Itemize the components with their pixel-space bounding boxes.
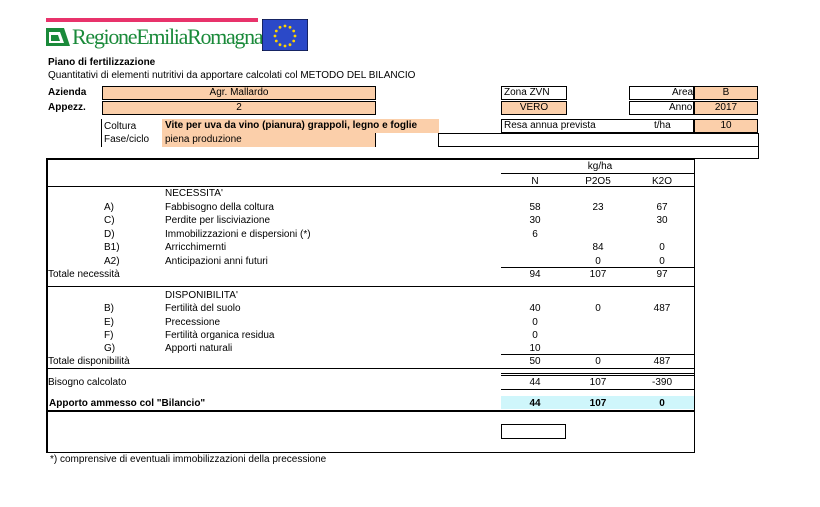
- section-rule: [47, 368, 695, 369]
- zona-label: Zona ZVN: [504, 87, 550, 98]
- row-p2o5: 23: [592, 202, 604, 213]
- totale-disponibilita-rule: [501, 354, 694, 355]
- row-n: 58: [529, 202, 541, 213]
- coltura-left-rule: [101, 119, 102, 147]
- appezz-label: Appezz.: [48, 102, 86, 113]
- section-rule: [47, 286, 695, 287]
- azienda-label: Azienda: [48, 87, 87, 98]
- bisogno-bottom-rule: [501, 389, 694, 390]
- apporto-label: Apporto ammesso col "Bilancio": [49, 398, 206, 409]
- bisogno-p2o5: 107: [589, 377, 607, 388]
- necessita-title: NECESSITA': [165, 188, 223, 199]
- bisogno-rule: [501, 373, 694, 376]
- row-p2o5: 0: [595, 256, 601, 267]
- row-code: B1): [104, 242, 120, 253]
- row-n: 6: [532, 229, 538, 240]
- row-k2o: 30: [656, 215, 668, 226]
- anno-field[interactable]: 2017: [694, 101, 758, 115]
- anno-label: Anno: [669, 102, 693, 113]
- totale-necessita-rule: [501, 267, 694, 268]
- header-rule: [47, 186, 695, 187]
- bisogno-k2o: -390: [651, 377, 672, 388]
- totale-disponibilita-n: 50: [529, 356, 541, 367]
- apporto-k2o: 0: [659, 398, 665, 409]
- row-label: Arricchimernti: [165, 242, 227, 253]
- row-code: G): [104, 343, 116, 354]
- appezz-field[interactable]: 2: [102, 101, 376, 115]
- row-k2o: 0: [659, 242, 665, 253]
- page-subtitle: Quantitativi di elementi nutritivi da apportare calcolati col METODO DEL BILANCIO: [48, 70, 416, 81]
- row-p2o5: 84: [592, 242, 604, 253]
- row-label: Apporti naturali: [165, 343, 233, 354]
- row-code: C): [104, 215, 115, 226]
- unit-label: kg/ha: [587, 161, 613, 172]
- row-n: 0: [532, 330, 538, 341]
- empty-input-box[interactable]: [501, 424, 566, 439]
- row-code: F): [104, 330, 114, 341]
- unit-rule: [501, 173, 694, 174]
- col-header-n: N: [531, 176, 539, 187]
- bisogno-label: Bisogno calcolato: [48, 377, 127, 388]
- bisogno-n: 44: [529, 377, 541, 388]
- row-label: Immobilizzazioni e dispersioni (*): [165, 229, 311, 240]
- totale-necessita-k2o: 97: [656, 269, 668, 280]
- logo-text: RegioneEmiliaRomagna: [72, 24, 263, 49]
- coltura-label: Coltura: [104, 121, 137, 132]
- row-k2o: 67: [656, 202, 668, 213]
- row-n: 10: [529, 343, 541, 354]
- region-shape-icon: [46, 24, 70, 48]
- row-k2o: 487: [653, 303, 671, 314]
- row-n: 40: [529, 303, 541, 314]
- row-code: A2): [104, 256, 120, 267]
- row-code: D): [104, 229, 115, 240]
- col-header-k2o: K2O: [651, 176, 672, 187]
- apporto-n: 44: [529, 398, 541, 409]
- resa-label: Resa annua prevista: [504, 120, 596, 131]
- row-p2o5: 0: [595, 303, 601, 314]
- logo-top-bar: [46, 18, 258, 22]
- row-k2o: 0: [659, 256, 665, 267]
- row-label: Fabbisogno della coltura: [165, 202, 274, 213]
- totale-disponibilita-label: Totale disponibilità: [48, 356, 130, 367]
- blank-rule-right: [758, 147, 759, 159]
- row-label: Anticipazioni anni futuri: [165, 256, 268, 267]
- row-label: Fertilità del suolo: [165, 303, 241, 314]
- row-n: 0: [532, 317, 538, 328]
- apporto-p2o5: 107: [589, 398, 607, 409]
- totale-disponibilita-k2o: 487: [653, 356, 671, 367]
- row-label: Perdite per lisciviazione: [165, 215, 271, 226]
- totale-necessita-n: 94: [529, 269, 541, 280]
- totale-disponibilita-p2o5: 0: [595, 356, 601, 367]
- eu-flag-icon: [262, 19, 308, 51]
- page-title: Piano di fertilizzazione: [48, 57, 156, 68]
- area-label: Area: [672, 87, 694, 98]
- disponibilita-title: DISPONIBILITA': [165, 290, 238, 301]
- resa-unit: t/ha: [654, 120, 671, 131]
- fase-label: Fase/ciclo: [104, 134, 150, 145]
- apporto-rule: [47, 410, 695, 412]
- row-code: B): [104, 303, 114, 314]
- blank-box-1: [438, 133, 759, 147]
- totale-necessita-label: Totale necessità: [48, 269, 120, 280]
- row-label: Precessione: [165, 317, 221, 328]
- azienda-field[interactable]: Agr. Mallardo: [102, 86, 376, 100]
- fase-field[interactable]: piena produzione: [162, 133, 376, 147]
- zona-field[interactable]: VERO: [501, 101, 567, 115]
- row-code: E): [104, 317, 114, 328]
- col-header-p2o5: P2O5: [585, 176, 611, 187]
- footnote: *) comprensive di eventuali immobilizzazioni della precessione: [50, 454, 327, 465]
- coltura-field[interactable]: Vite per uva da vino (pianura) grappoli, legno e foglie: [162, 119, 439, 133]
- row-n: 30: [529, 215, 541, 226]
- row-code: A): [104, 202, 114, 213]
- resa-field[interactable]: 10: [694, 119, 758, 133]
- totale-necessita-p2o5: 107: [589, 269, 607, 280]
- row-label: Fertilità organica residua: [165, 330, 275, 341]
- area-field[interactable]: B: [694, 86, 758, 100]
